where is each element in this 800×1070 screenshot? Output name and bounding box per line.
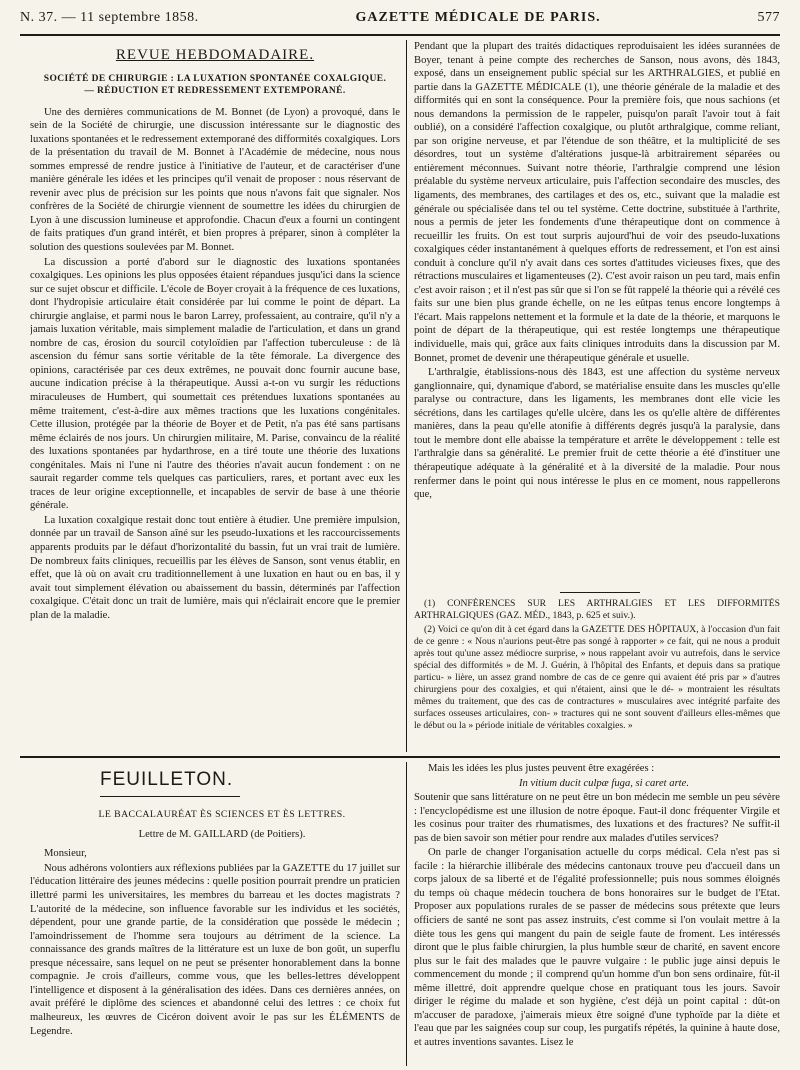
revue-right-column [414,40,780,588]
revue-title: REVUE HEBDOMADAIRE. [115,47,315,63]
revue-paragraph: Une des dernières communications de M. Bonnet (de Lyon) a provoqué, dans le sein de la Société de chirurgie, une discussion intéressante sur le diagnostic des luxations spontanées et le redressement extemporané des difformités coxalgiques. Lors de la présentation du travail de M. Bonnet à l'Académie de médecine, nous nous sommes empressé de rendre justice à l'initiative de l'auteur, et de caractériser d'une manière générale les idées et les principes qu'il venait de proposer : nous réservant de revenir avec plus de précision sur les points que nous n'avons fait que signaler. Nos confrères de la Société de chirurgie viennent de soumettre les idées du chirurgien de Lyon à une discussion lumineuse et approfondie. Chacun d'eux a fourni un contingent de faits pratiques d'un grand intérêt, et bien propres à préparer, sinon à compléter la solution des questions soulevées par M. Bonnet. [30,106,400,253]
footnote-rule [560,592,640,593]
revue-subtitle [30,73,400,97]
feuilleton-title-rule [100,796,240,797]
revue-paragraph: La discussion a porté d'abord sur le diagnostic des luxations spontanées coxalgiques. Les opinions les plus opposées étaient répandues jusqu'ici dans la science sur ce sujet obscur et difficile. L'école de Boyer croyait à la fréquence de ces luxations, dont l'hydropisie articulaire était considérée par lui comme le point de départ. La chirurgie anglaise, et parmi nous le baron Larrey, professaient, au contraire, qu'il n'y a jamais luxation véritable, mais simplement maladie de l'articulation, et dans un grand nombre de cas, érosion du sourcil cotyloïdien par l'affection tuberculeuse : de là ascension du fémur sans sortie véritable de la tête fémorale. La divergence des opinions, caractérisée par ces deux extrêmes, ne pouvait donc fournir aucune base, aucune indication précise à la thérapeutique. Aussi a-t-on vu surgir les réductions miraculeuses de Humbert, qui soumettait ces prétendues luxations spontanées au même traitement, c'est-à-dire aux mêmes tractions que les luxations congénitales. Cette illusion, protégée par la théorie de Boyer et de Petit, n'a pas été sans partisans même éclairés de nos jours. Un chirurgien militaire, M. Parise, convaincu de la réalité des luxations spontanées par hydarthrose, en a tiré toute une théorie des luxations congénitales. Mais ni l'une ni l'autre des théories n'avait aucun fondement : on ne saurait regarder comme tels quelques cas particuliers, rares, et portant avec eux les traces de leur origine exceptionnelle, et incapables de servir de base à une théorie générale. [30,256,400,512]
page-number: 577 [757,10,780,25]
revue-paragraph: L'arthralgie, établissions-nous dès 1843, est une affection du système nerveux ganglionnaire, qui, dynamique d'abord, se matérialise ensuite dans les muscles qu'elle paralyse ou contracture, dans les ligaments, les membranes dont elle vicie les sécrétions, dans les cartilages qu'elle ulcère, dans les os qu'elle altère de différentes manières, dans la peau qu'elle atonifie à différents degrés jusqu'à la paralysie, dans tout le membre dont elle abaisse la température et arrête le développement : telle est l'arthralgie dans sa généralité. Le premier fruit de cette théorie a été d'instituer une thérapeutique adéquate à la généralité et à la diversité de la maladie. Pour nous renfermer dans le point qui nous intéresse le plus en ce moment, nous rappellerons que, [414,367,780,501]
section-rule [20,756,780,758]
column-divider-bottom [406,762,407,1066]
feuilleton-heading: LE BACCALAURÉAT ÈS SCIENCES ET ÈS LETTRES. [98,809,346,821]
footnote: (2) Voici ce qu'on dit à cet égard dans la GAZETTE DES HÔPITAUX, à l'occasion d'un fait de ce genre : « Nous n'aurions peut-être pas songé à rapporter » ce fait, qui ne nous a produit après tout qu'une assez médiocre surprise, » nous rappelant avoir vu autrefois, dans le service spécial des difformités » de M. J. Guérin, à l'hôpital des Enfants, et depuis dans sa pratique particu- » lière, un assez grand nombre de cas de ce genre qui avaient été pris par » d'autres chirurgiens pour des coxalgies, et qui n'étaient, ainsi que le dé- » montraient les résultats mêmes du traitement, que des cas de contractures » musculaires avec intégrité parfaite des surfaces osseuses articulaires, con- » tractures qui ne sont souvent d'ailleurs elles-mêmes que le début ou la » période initiale de véritables coxalgies. » [414,623,780,731]
revue-subtitle-line-1: SOCIÉTÉ DE CHIRURGIE : LA LUXATION SPONTANÉE COXALGIQUE. [43,74,387,85]
feuilleton-title: FEUILLETON. [100,769,234,790]
issue-number: N. 37. — 11 septembre 1858. [20,10,199,25]
revue-subtitle-line-2: — RÉDUCTION ET REDRESSEMENT EXTEMPORANÉ. [84,86,346,97]
letter-byline: Lettre de M. GAILLARD (de Poitiers). [138,828,306,840]
header-rule [20,34,780,36]
feuilleton-paragraph: Nous adhérons volontiers aux réflexions publiées par la GAZETTE du 17 juillet sur l'éducation littéraire des jeunes médecins : quelle position pourrait prendre un praticien illettré parmi les universitaires, les membres du barreau et les doctes magistrats ? L'autorité de la médecine, son influence favorable sur les individus et les sociétés, dépendent, pour une grande partie, de la considération que possède le médecin ; l'amoindrissement de l'homme sera toujours au détriment de la science. La connaissance des grands maîtres de la littérature est un luxe de bon goût, un superflu presque nécessaire, sans lequel on ne peut se présenter honorablement dans la bonne compagnie. Je crois d'ailleurs, comme vous, que les belles-lettres développent l'intelligence et disposent à la généralisation des idées. Dans ces dernières années, on avait préféré le diplôme des sciences et abandonné celui des lettres : ce choix fut malheureux, les œuvres de Cicéron doivent avoir le pas sur les ÉLÉMENTS de Legendre. [30,862,400,1037]
revue-paragraph: La luxation coxalgique restait donc tout entière à étudier. Une première impulsion, donnée par un travail de Sanson aîné sur les pseudo-luxations et les raccourcissements apparents produits par le défaut d'horizontalité du bassin, fut un vrai trait de lumière. De nombreux faits cliniques, recueillis par les élèves de Sanson, sont venus établir, en effet, que là où on avait cru traditionnellement à une luxation en haut ou en bas, il y avait tout simplement élévation ou abaissement du bassin, déterminés par l'affection coxalgique. C'était donc un trait de lumière, mais qui n'éclairait encore que le premier plan de la maladie. [30,514,400,621]
feuilleton-intro: Mais les idées les plus justes peuvent être exagérées : [428,763,655,774]
feuilleton-paragraph: Soutenir que sans littérature on ne peut être un bon médecin me semble un peu sévère : l'encyclopédisme est une illusion de notre époque. Faut-il donc fréquenter Virgile et les cosinus pour traiter des rhumatismes, des luxations et des fractures? Ne suffit-il pas de bien savoir son métier pour rendre aux malades d'utiles services? [414,792,780,844]
latin-motto: In vitium ducit culpæ fuga, si caret arte. [519,777,689,789]
feuilleton-paragraph: On parle de changer l'organisation actuelle du corps médical. Cela n'est pas si facile : la hiérarchie illibérale des médecins cantonaux trouve peu d'accueil dans un corps jaloux de sa liberté et de l'égalité professionnelle; puis nous sommes éloignés du temps où chaque médecin touchera de bons honoraires sur le budget de l'Etat. Proposer aux populations rurales de se passer de médecins sous prétexte que leurs officiers de santé ne sont pas assez instruits, c'est comme si l'on voulait mettre à la diète tous les gens qui mangent du pain de seigle faute de froment. Les intéressés diront que le plus faible chirurgien, la plus humble sœur de charité, en savent encore plus sur le fait des malades que le pauvre vulgaire : le public juge ainsi depuis le commencement du monde ; il comprend qu'un homme d'un bon sens ordinaire, fût-il même illettré, doit apprendre quelque chose en pratiquant tous les jours. Savoir diriger le régime du malade et son hygiène, c'est déjà un point capital : dût-on m'accuser de paradoxe, j'aimerais mieux être soigné d'une typhoïde par la diète et l'eau que par les saignées coup sur coup, les purgatifs répétés, la quinine à haute dose, et autres inventions savantes. Lisez le [414,847,780,1048]
footnote: (1) CONFÉRENCES SUR LES ARTHRALGIES ET LES DIFFORMITÉS ARTHRALGIQUES (GAZ. MÉD., 1843, p. 625 et suiv.). [414,598,780,621]
salutation: Monsieur, [44,848,87,860]
journal-title: GAZETTE MÉDICALE DE PARIS. [355,10,601,25]
page-header [20,10,780,32]
revue-left-column [30,40,400,752]
feuilleton-left-column [30,762,400,1066]
feuilleton-right-column [414,762,780,1066]
footnotes [414,598,780,752]
column-divider-top [406,40,407,752]
revue-paragraph: Pendant que la plupart des traités didactiques reproduisaient les idées surannées de Boyer, tenant à peine compte des recherches de Sanson, nous avons, dès 1843, exposé, dans un enseignement public spécial sur les ARTHRALGIES, et publié en partie dans la GAZETTE MÉDICALE (1), une théorie générale de la maladie et des difformités qui en sont la conséquence. Pour la première fois, que nous sachions (et nous demandons la permission de le rappeler, puisqu'on paraît l'avoir tout à fait oublié), on a considéré l'affection coxalgique, ou plutôt arthralgique, comme reliant, par son origine nerveuse, et par l'étendue de son théâtre, et la multiplicité de ses désordres, tout un système d'altérations jusque-là arbitrairement séparées ou entièrement méconnues. Suivant notre théorie, l'arthralgie comprend une lésion préalable du système nerveux articulaire, puis l'affection secondaire des muscles, des ligaments, des membranes, des cartilages et des os, etc., suivant que la maladie est générale ou spécialisée dans tel ou tel système. Cette doctrine, substituée à l'arthrite, nous a permis de jeter les fondements d'une thérapeutique dont on commence à recueillir les fruits. On est tout surpris aujourd'hui de voir des pseudo-luxations coxalgiques céder instantanément à quelques efforts de redressement, et l'on est ainsi conduit à conclure qu'il n'y avait dans ces sortes d'attitudes vicieuses fixes, que des rétractions musculaires et ligamenteuses (2). C'est avoir raison un peu tard, mais enfin c'est avoir raison ; et il n'est pas sûr que si l'on se fût rappelé la théorie qui a révélé ces faits sur une bien plus grande échelle, on ne les eûtpas tenus encore longtemps à l'écart. Mais rappelons nettement et la formule et la date de la théorie, et marquons le point de départ de la thérapeutique, qui est restée longtemps une thérapeutique individuelle, mais qui, grâce aux faits cliniques introduits dans la discussion par M. Bonnet, promet de devenir une thérapeutique générale et usuelle. [414,41,780,364]
